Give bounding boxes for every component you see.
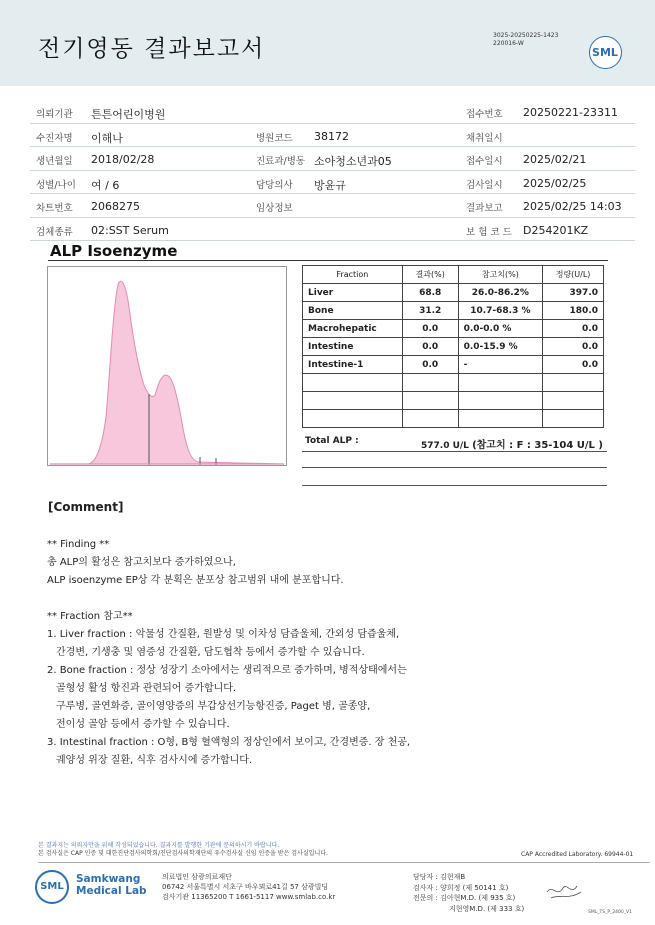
table-row: Intestine-1 0.0 - 0.0 bbox=[303, 356, 604, 374]
electrophoresis-chart bbox=[47, 266, 287, 466]
signature bbox=[545, 878, 585, 904]
table-row: Liver 68.8 26.0-86.2% 397.0 bbox=[303, 284, 604, 302]
table-row: Bone 31.2 10.7-68.3 % 180.0 bbox=[303, 302, 604, 320]
footer-notes: 본 결과지는 의뢰자만을 위해 작성되었습니다. 결과지를 발행한 기관에 문의하시기 바랍니다. 본 검사실은 CAP 인증 및 대한진단검사의학회/진단검사의학재단의 우수검사실 신임 인증을 받은 검사실입니다. bbox=[38, 842, 328, 857]
info-row: 생년월일 2018/02/28 진료과/병동 소아청소년과05 접수일시 2025/02/21 bbox=[30, 147, 635, 171]
birth-date: 2018/02/28 bbox=[91, 153, 155, 166]
section-title: ALP Isoenzyme bbox=[50, 242, 178, 260]
comment-line: ALP isoenzyme EP상 각 분획은 분포상 참고범위 내에 분포합니다. bbox=[47, 575, 344, 586]
fraction-table bbox=[302, 265, 604, 428]
table-row: Intestine 0.0 0.0-15.9 % 0.0 bbox=[303, 338, 604, 356]
document-number: SML_TS_P_2400_V1 bbox=[588, 910, 632, 915]
electrophoresis-svg bbox=[48, 267, 286, 465]
samkwang-logo: SML bbox=[35, 870, 69, 904]
electrophoresis-curve bbox=[50, 281, 284, 464]
table-header-row: Fraction 결과(%) 참고치(%) 정량(U/L) bbox=[303, 266, 604, 284]
divider bbox=[302, 451, 607, 452]
hospital-code: 38172 bbox=[314, 129, 349, 143]
total-alp-reference: (참고치 : F : 35-104 U/L ) bbox=[472, 440, 603, 451]
document-id: 3025-20250225-1423 220016-W bbox=[493, 32, 559, 47]
divider bbox=[48, 260, 608, 261]
table-row-empty bbox=[303, 392, 604, 410]
test-date: 2025/02/25 bbox=[523, 176, 587, 190]
specimen-type: 02:SST Serum bbox=[91, 223, 169, 237]
comment-heading: [Comment] bbox=[48, 500, 124, 514]
page-title: 전기영동 결과보고서 bbox=[38, 36, 266, 62]
insurance-code: D254201KZ bbox=[523, 223, 589, 237]
comment-line: 간경변, 기생충 및 염증성 간질환, 담도협착 등에서 증가할 수 있습니다. bbox=[56, 647, 365, 658]
info-row: 의뢰기관 튼튼어린이병원 접수번호 20250221-23311 bbox=[30, 100, 635, 124]
requesting-institution: 튼튼어린이병원 bbox=[91, 108, 166, 121]
staff-list: 담당자 : 김현재B 검사자 : 양희정 (제 50141 호) 전문의 : 김아현M.D. (제 935 호) 지현영M.D. (제 333 호) bbox=[413, 873, 525, 913]
info-row: 수진자명 이해나 병원코드 38172 채취일시 bbox=[30, 124, 635, 148]
patient-name: 이해나 bbox=[91, 131, 123, 145]
comment-line: 골형성 활성 항진과 관련되어 증가합니다. bbox=[56, 683, 237, 694]
cap-accreditation: CAP Accredited Laboratory. 69944-01 bbox=[521, 851, 634, 858]
chart-number: 2068275 bbox=[91, 200, 140, 213]
comment-line: 2. Bone fraction : 정상 성장기 소아에서는 생리적으로 증가하며, 병적상태에서는 bbox=[47, 665, 407, 676]
table-row-empty bbox=[303, 374, 604, 392]
info-row: 성별/나이 여 / 6 담당의사 방윤규 검사일시 2025/02/25 bbox=[30, 171, 635, 195]
divider bbox=[302, 485, 607, 486]
comment-line: 궤양성 위장 질환, 식후 검사시에 증가합니다. bbox=[56, 755, 253, 766]
total-alp-value: 577.0 U/L bbox=[420, 441, 469, 451]
attending-doctor: 방윤규 bbox=[314, 178, 346, 192]
comment-line: 1. Liver fraction : 악물성 간질환, 원발성 및 이차성 담즙울체, 간외성 담즙울체, bbox=[47, 629, 400, 640]
receipt-date: 2025/02/21 bbox=[523, 153, 587, 166]
patient-info-table bbox=[30, 100, 635, 241]
report-date: 2025/02/25 14:03 bbox=[523, 200, 622, 213]
sex-age: 여 / 6 bbox=[91, 178, 120, 192]
comment-line: 총 ALP의 활성은 참고치보다 증가하였으나, bbox=[47, 557, 236, 568]
info-row: 차트번호 2068275 임상정보 결과보고 2025/02/25 14:03 bbox=[30, 194, 635, 218]
info-row: 검체종류 02:SST Serum 보 험 코 드 D254201KZ bbox=[30, 218, 635, 242]
department: 소아청소년과05 bbox=[314, 155, 392, 168]
comment-line: 구루병, 골연화증, 골이영양증의 부갑상선기능항진증, Paget 병, 골종양, bbox=[56, 701, 371, 712]
lab-address: 의료법인 삼광의료재단 06742 서울특별시 서초구 바우뫼로41길 57 삼광빌딩 검사기관 11365200 T 1661-5117 www.smlab.co.kr bbox=[162, 873, 336, 901]
comment-line: ** Finding ** bbox=[47, 539, 110, 550]
comment-line: 전이성 골암 등에서 증가할 수 있습니다. bbox=[56, 719, 230, 730]
brand-name: Samkwang Medical Lab bbox=[76, 873, 147, 897]
divider bbox=[302, 467, 607, 468]
comment-line: ** Fraction 참고** bbox=[47, 611, 133, 622]
divider bbox=[38, 862, 650, 863]
comment-body bbox=[47, 536, 607, 770]
receipt-number: 20250221-23311 bbox=[523, 106, 618, 119]
report-header bbox=[0, 0, 655, 86]
comment-line: 3. Intestinal fraction : O형, B형 혈액형의 정상인에서 보이고, 간경변증. 장 천공, bbox=[47, 737, 411, 748]
comment-line bbox=[47, 590, 607, 608]
table-row-empty bbox=[303, 410, 604, 428]
sml-logo: SML bbox=[589, 36, 622, 69]
table-row: Macrohepatic 0.0 0.0-0.0 % 0.0 bbox=[303, 320, 604, 338]
